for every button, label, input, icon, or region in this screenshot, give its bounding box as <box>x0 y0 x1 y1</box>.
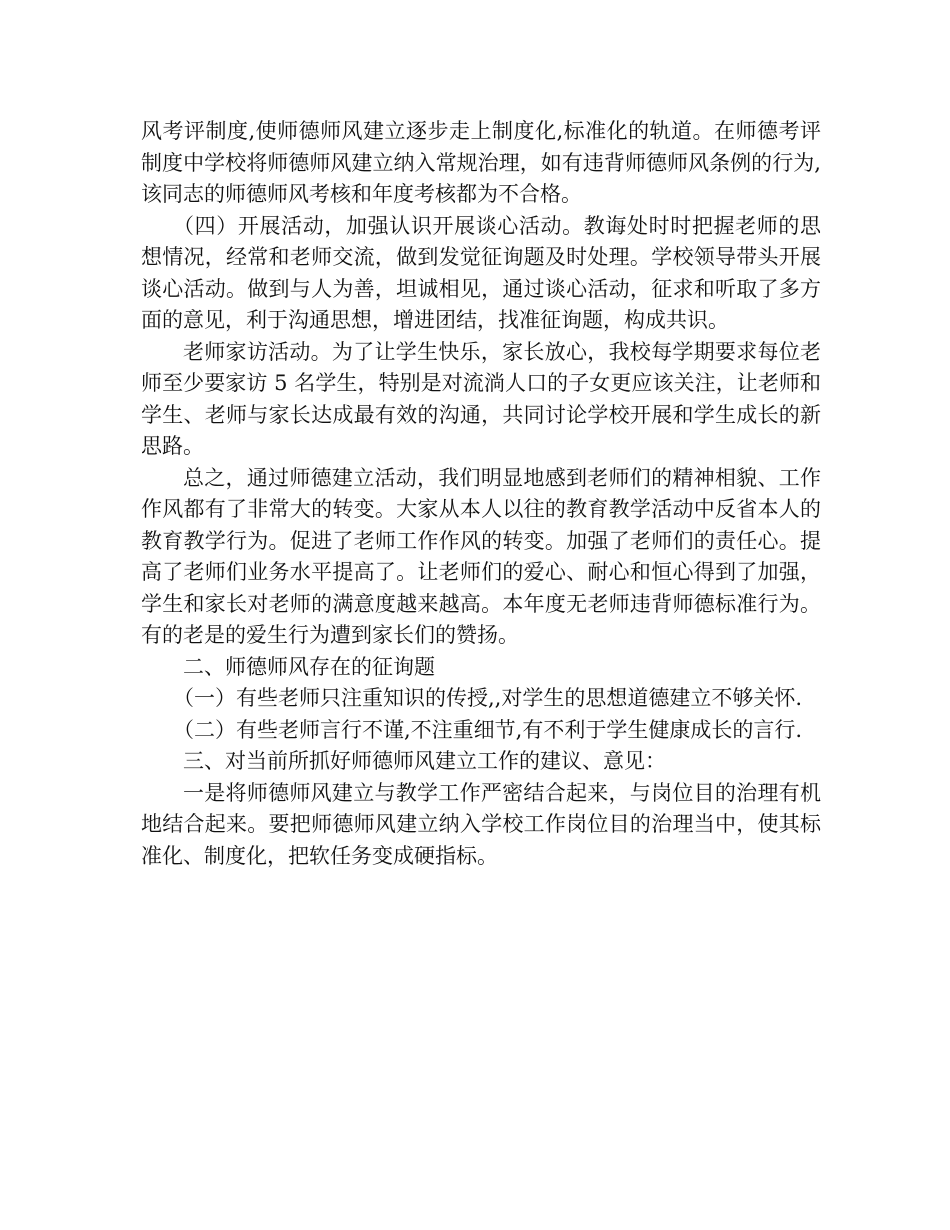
heading-suggestions: 三、对当前所抓好师德师风建立工作的建议、意见： <box>183 749 666 773</box>
paragraph-summary: 总之，通过师德建立活动，我们明显地感到老师们的精神相貌、工作作风都有了非常大的转变。大家从本人以往的教育教学活动中反省本人的教育教学行为。促进了老师工作作风的转变。加强了老师们的责任心。提高了老师们业务水平提高了。让老师们的爱心、耐心和恒心得到了加强，学生和家长对老师的满意度越来越高。本年度无老师违背师德标准行为。有的老是的爱生行为遭到家长们的赞扬。 <box>141 465 821 647</box>
document-body <box>141 116 821 872</box>
paragraph-problem-1: （一）有些老师只注重知识的传授,,对学生的思想道德建立不够关怀. <box>173 686 803 710</box>
paragraph-problem-2: （二）有些老师言行不谨,不注重细节,有不利于学生健康成长的言行. <box>173 717 803 742</box>
paragraph-suggestion-1: 一是将师德师风建立与教学工作严密结合起来，与岗位目的治理有机地结合起来。要把师德师风建立纳入学校工作岗位目的治理当中，使其标准化、制度化，把软任务变成硬指标。 <box>141 780 821 868</box>
paragraph-continuation: 风考评制度,使师德师风建立逐步走上制度化,标准化的轨道。在师德考评制度中学校将师德师风建立纳入常规治理，如有违背师德师风条例的行为,该同志的师德师风考核和年度考核都为不合格。 <box>141 119 821 206</box>
paragraph-section-4: （四）开展活动，加强认识开展谈心活动。教诲处时时把握老师的思想情况，经常和老师交流，做到发觉征询题及时处理。学校领导带头开展谈心活动。做到与人为善，坦诚相见，通过谈心活动，征求和听取了多方面的意见，利于沟通思想，增进团结，找准征询题，构成共识。 <box>141 213 821 332</box>
heading-problems: 二、师德师风存在的征询题 <box>183 654 435 679</box>
paragraph-home-visit: 老师家访活动。为了让学生快乐，家长放心，我校每学期要求每位老师至少要家访 5 名学生，特别是对流淌人口的子女更应该关注，让老师和学生、老师与家长达成最有效的沟通，共同讨论学校开展和学生成长的新思路。 <box>141 339 821 458</box>
